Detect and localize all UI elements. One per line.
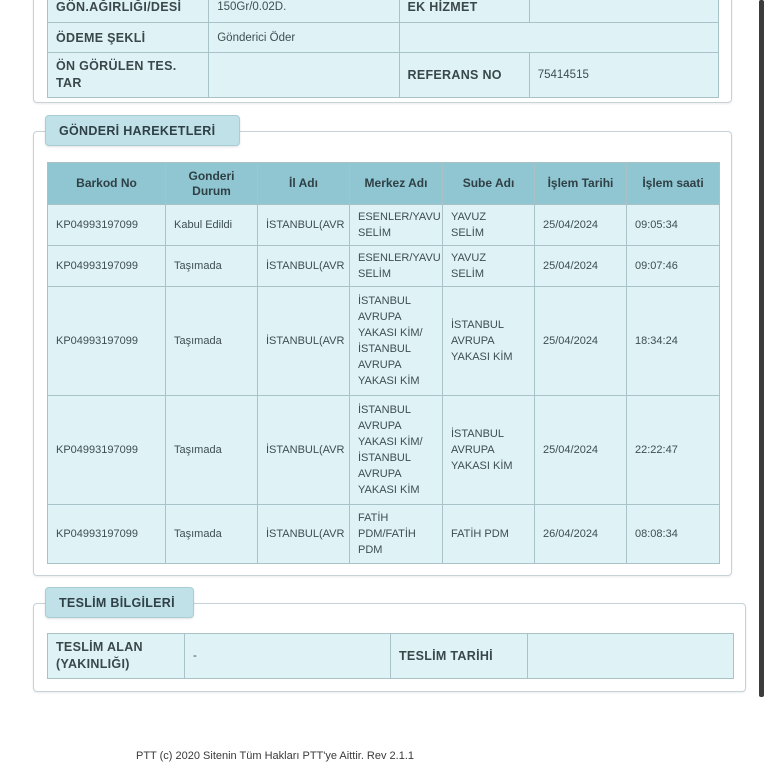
barcode-cell: KP04993197099 (48, 396, 166, 505)
payment-value: Gönderici Öder (209, 23, 399, 53)
delivery-table (47, 633, 734, 679)
payment-label: ÖDEME ŞEKLİ (48, 23, 209, 53)
time-cell: 18:34:24 (627, 287, 720, 396)
delivery-date-label: TESLİM TARİHİ (391, 634, 528, 679)
city-cell: İSTANBUL(AVR (258, 505, 350, 564)
city-cell: İSTANBUL(AVR (258, 396, 350, 505)
city-cell: İSTANBUL(AVR (258, 246, 350, 287)
date-cell: 25/04/2024 (535, 246, 627, 287)
branch-cell: İSTANBUL AVRUPA YAKASI KİM (443, 396, 535, 505)
branch-cell: FATİH PDM (443, 505, 535, 564)
delivery-section-title: TESLİM BİLGİLERİ (45, 587, 194, 618)
shipment-info-table (47, 0, 719, 98)
weight-value: 150Gr/0.02D. (209, 0, 399, 23)
status-cell: Taşımada (166, 246, 258, 287)
center-cell: ESENLER/YAVU SELİM (350, 246, 443, 287)
col-center: Merkez Adı (350, 163, 443, 205)
page-scrollbar-thumb[interactable] (759, 0, 764, 697)
col-city: İl Adı (258, 163, 350, 205)
date-cell: 25/04/2024 (535, 396, 627, 505)
date-cell: 26/04/2024 (535, 505, 627, 564)
time-cell: 09:07:46 (627, 246, 720, 287)
reference-value: 75414515 (529, 53, 718, 98)
estimated-date-label: ÖN GÖRÜLEN TES. TAR (48, 53, 209, 98)
movements-section-title: GÖNDERİ HAREKETLERİ (45, 115, 240, 146)
col-status: Gonderi Durum (166, 163, 258, 205)
info-row-payment (48, 23, 719, 53)
city-cell: İSTANBUL(AVR (258, 205, 350, 246)
movements-panel (33, 131, 732, 576)
branch-cell: YAVUZ SELİM (443, 205, 535, 246)
info-row-estimate (48, 53, 719, 98)
date-cell: 25/04/2024 (535, 205, 627, 246)
payment-empty-cell (399, 23, 718, 53)
barcode-cell: KP04993197099 (48, 205, 166, 246)
time-cell: 09:05:34 (627, 205, 720, 246)
time-cell: 22:22:47 (627, 396, 720, 505)
status-cell: Taşımada (166, 396, 258, 505)
status-cell: Taşımada (166, 505, 258, 564)
receiver-value: - (185, 634, 391, 679)
receiver-label: TESLİM ALAN (YAKINLIĞI) (48, 634, 185, 679)
table-row (48, 246, 720, 287)
table-row (48, 505, 720, 564)
center-cell: İSTANBUL AVRUPA YAKASI KİM/ İSTANBUL AVRUPA YAKASI KİM (350, 287, 443, 396)
table-row (48, 396, 720, 505)
info-row-weight (48, 0, 719, 23)
branch-cell: YAVUZ SELİM (443, 246, 535, 287)
branch-cell: İSTANBUL AVRUPA YAKASI KİM (443, 287, 535, 396)
center-cell: FATİH PDM/FATİH PDM (350, 505, 443, 564)
movements-header-row (48, 163, 720, 205)
col-branch: Sube Adı (443, 163, 535, 205)
status-cell: Taşımada (166, 287, 258, 396)
extra-service-value (529, 0, 718, 23)
footer-copyright: PTT (c) 2020 Sitenin Tüm Hakları PTT'ye Aittir. Rev 2.1.1 (136, 750, 415, 762)
status-cell: Kabul Edildi (166, 205, 258, 246)
date-cell: 25/04/2024 (535, 287, 627, 396)
movements-table (47, 162, 720, 564)
weight-label: GÖN.AĞIRLIĞI/DESİ (48, 0, 209, 23)
city-cell: İSTANBUL(AVR (258, 287, 350, 396)
col-date: İşlem Tarihi (535, 163, 627, 205)
col-time: İşlem saati (627, 163, 720, 205)
delivery-row (48, 634, 734, 679)
time-cell: 08:08:34 (627, 505, 720, 564)
reference-label: REFERANS NO (399, 53, 529, 98)
barcode-cell: KP04993197099 (48, 246, 166, 287)
delivery-date-value (528, 634, 734, 679)
barcode-cell: KP04993197099 (48, 287, 166, 396)
table-row (48, 205, 720, 246)
shipment-info-panel (33, 0, 732, 103)
table-row (48, 287, 720, 396)
center-cell: İSTANBUL AVRUPA YAKASI KİM/ İSTANBUL AVRUPA YAKASI KİM (350, 396, 443, 505)
center-cell: ESENLER/YAVU SELİM (350, 205, 443, 246)
extra-service-label: EK HİZMET (399, 0, 529, 23)
estimated-date-value (209, 53, 399, 98)
col-barcode: Barkod No (48, 163, 166, 205)
barcode-cell: KP04993197099 (48, 505, 166, 564)
